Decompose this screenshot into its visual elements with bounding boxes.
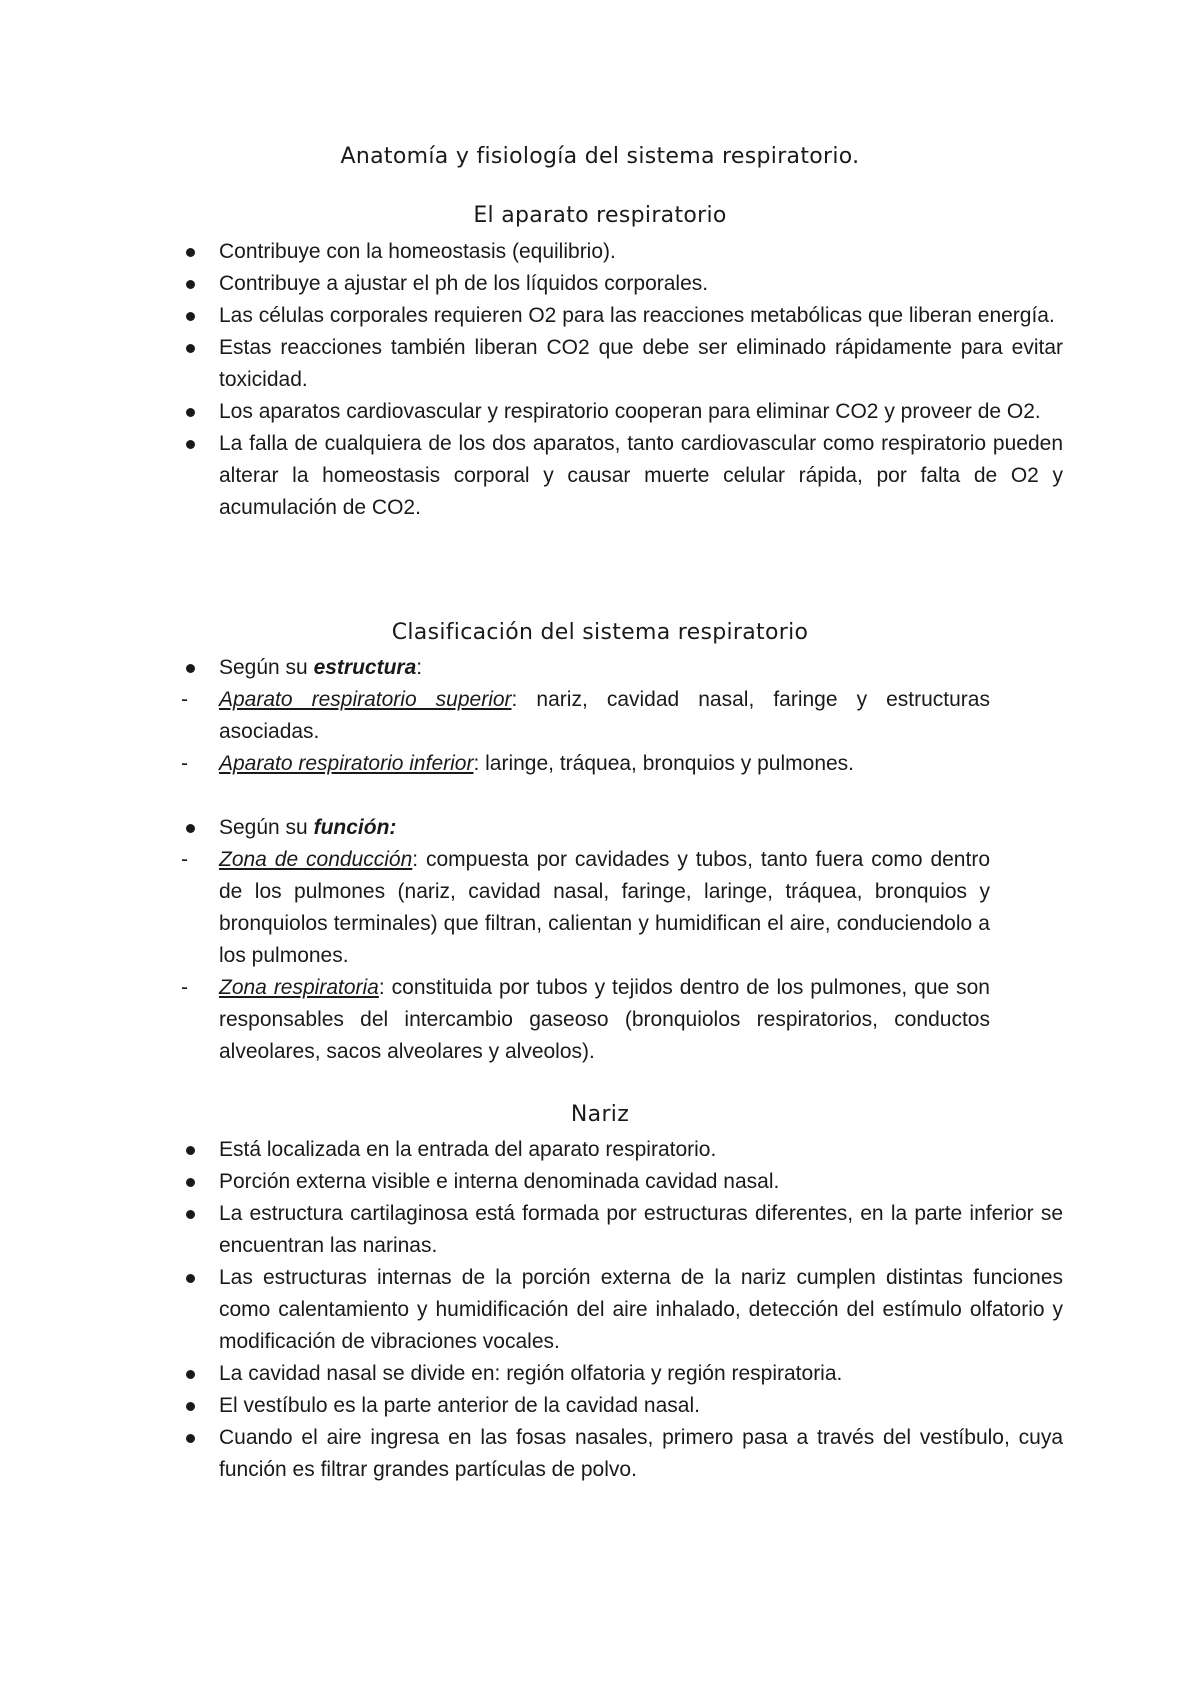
list-item: El vestíbulo es la parte anterior de la cavidad nasal. — [219, 1390, 1063, 1422]
list-item: Estas reacciones también liberan CO2 que debe ser eliminado rápidamente para evitar toxicidad. — [219, 332, 1063, 396]
list-item: Está localizada en la entrada del aparato respiratorio. — [219, 1134, 1063, 1166]
list-item: La cavidad nasal se divide en: región olfatoria y región respiratoria. — [219, 1358, 1063, 1390]
dash-marker: - — [181, 688, 188, 711]
list-item: Porción externa visible e interna denominada cavidad nasal. — [219, 1166, 1063, 1198]
bullet-icon — [186, 440, 195, 449]
estructura-sublist — [146, 684, 1063, 780]
bullet-icon — [186, 280, 195, 289]
dash-marker: - — [181, 752, 188, 775]
bullet-icon — [186, 1434, 195, 1443]
sub-list-item: - Aparato respiratorio superior: nariz, cavidad nasal, faringe y estructuras asociadas. — [219, 684, 990, 748]
section-heading-aparato: El aparato respiratorio — [473, 203, 727, 228]
document-title: Anatomía y fisiología del sistema respiratorio. — [340, 144, 860, 169]
clasificacion-list — [0, 652, 1200, 780]
list-item: La estructura cartilaginosa está formada por estructuras diferentes, en la parte inferior se encuentran las narinas. — [219, 1198, 1063, 1262]
dash-marker: - — [181, 848, 188, 871]
list-item: Las células corporales requieren O2 para las reacciones metabólicas que liberan energía. — [219, 300, 1063, 332]
list-item-funcion: Según su función: - Zona de conducción: compuesta por cavidades y tubos, tanto fuera como dentro de los pulmones (nariz, cavidad nasal, faringe, laringe, tráquea, bronquios y bronquiolos terminales) que filtran, calientan y humidifican el aire, conduciendolo a los pulmones. - Zona respiratoria: constituida por tubos y tejidos dentro de los pulmones, que son responsables del intercambio gaseoso (bronquiolos respiratorios, conductos alveolares, sacos alveolares y alveolos). — [219, 812, 1063, 1068]
bullet-icon — [186, 408, 195, 417]
bullet-icon — [186, 1210, 195, 1219]
bullet-icon — [186, 344, 195, 353]
bullet-icon — [186, 312, 195, 321]
nariz-list — [0, 1134, 1200, 1486]
list-item: Las estructuras internas de la porción externa de la nariz cumplen distintas funciones como calentamiento y humidificación del aire inhalado, detección del estímulo olfatorio y modificación de vibraciones vocales. — [219, 1262, 1063, 1358]
bullet-icon — [186, 664, 195, 673]
funcion-list — [0, 812, 1200, 1068]
funcion-sublist — [146, 844, 1063, 1068]
list-item: La falla de cualquiera de los dos aparatos, tanto cardiovascular como respiratorio pueden alterar la homeostasis corporal y causar muerte celular rápida, por falta de O2 y acumulación de CO2. — [219, 428, 1063, 524]
bullet-icon — [186, 824, 195, 833]
bullet-icon — [186, 1146, 195, 1155]
bullet-icon — [186, 1178, 195, 1187]
list-item: Cuando el aire ingresa en las fosas nasales, primero pasa a través del vestíbulo, cuya función es filtrar grandes partículas de polvo. — [219, 1422, 1063, 1486]
section-heading-clasificacion: Clasificación del sistema respiratorio — [391, 620, 809, 645]
bullet-icon — [186, 1402, 195, 1411]
sub-list-item: - Aparato respiratorio inferior: laringe, tráquea, bronquios y pulmones. — [219, 748, 990, 780]
bullet-icon — [186, 1274, 195, 1283]
aparato-list — [0, 236, 1200, 524]
bullet-icon — [186, 248, 195, 257]
bullet-icon — [186, 1370, 195, 1379]
list-item: Contribuye con la homeostasis (equilibrio). — [219, 236, 1063, 268]
list-item: Contribuye a ajustar el ph de los líquidos corporales. — [219, 268, 1063, 300]
sub-list-item: - Zona respiratoria: constituida por tubos y tejidos dentro de los pulmones, que son responsables del intercambio gaseoso (bronquiolos respiratorios, conductos alveolares, sacos alveolares y alveolos). — [219, 972, 990, 1068]
list-item-estructura: Según su estructura: - Aparato respiratorio superior: nariz, cavidad nasal, faringe y estructuras asociadas. - Aparato respiratorio inferior: laringe, tráquea, bronquios y pulmones. — [219, 652, 1063, 780]
dash-marker: - — [181, 976, 188, 999]
section-heading-nariz: Nariz — [570, 1102, 630, 1127]
list-item: Los aparatos cardiovascular y respiratorio cooperan para eliminar CO2 y proveer de O2. — [219, 396, 1063, 428]
sub-list-item: - Zona de conducción: compuesta por cavidades y tubos, tanto fuera como dentro de los pulmones (nariz, cavidad nasal, faringe, laringe, tráquea, bronquios y bronquiolos terminales) que filtran, calientan y humidifican el aire, conduciendolo a los pulmones. — [219, 844, 990, 972]
